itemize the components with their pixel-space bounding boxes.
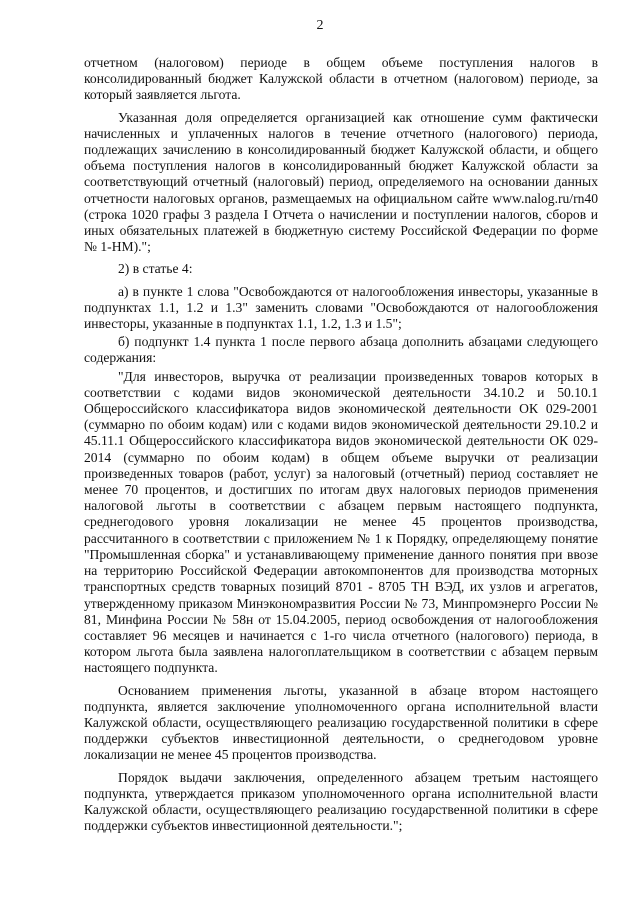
paragraph-item-a: а) в пункте 1 слова "Освобождаются от налогообложения инвесторы, указанные в подпунктах 1.1, 1.2 и 1.3" заменить словами "Освобождаются от налогообложения инвесторы, указанные в подпунктах 1.1, 1.2, 1.3 и 1.5"; [84,283,598,332]
page-number: 2 [316,18,324,33]
paragraph-continuation: отчетном (налоговом) периоде в общем объеме поступления налогов в консолидированный бюджет Калужской области в отчетном (налоговом) периоде, за который заявляется льгота. [84,55,598,103]
paragraph-investors-clause: "Для инвесторов, выручка от реализации произведенных товаров которых в соответствии с кодами видов экономической деятельности 34.10.2 и 50.10.1 Общероссийского классификатора видов экономической деятельности ОК 029-2001 (суммарно по обоим кодам) или с кодами видов экономической деятельности 29.10.2 и 45.11.1 Общероссийского классификатора видов экономической деятельности ОК 029-2014 (суммарно по обоим кодам) в общем объеме выручки от реализации произведенных товаров (работ, услуг) за налоговый (отчетный) период составляет не менее 70 процентов, и достигших по итогам двух налоговых периодов применения налоговой льготы в соответствии с абзацем первым настоящего подпункта, среднегодового уровня локализации не менее 45 процентов производства, рассчитанного в соответствии с приложением № 1 к Порядку, определяющему понятие "Промышленная сборка" и устанавливающему применение данного понятия при ввозе на территорию Российской Федерации автокомпонентов для производства моторных транспортных средств товарных позиций 8701 - 8705 ТН ВЭД, их узлов и агрегатов, утвержденному приказом Минэкономразвития России № 73, Минпромэнерго России № 81, Минфина России № 58н от 15.04.2005, период освобождения от налогообложения составляет 96 месяцев и начинается с 1-го числа отчетного (налогового) периода, в котором льгота была заявлена налогоплательщиком в соответствии с абзацем первым настоящего подпункта. [84,368,598,676]
paragraph-basis-clause: Основанием применения льготы, указанной в абзаце втором настоящего подпункта, является заключение уполномоченного органа исполнительной власти Калужской области, осуществляющего реализацию государственной политики в сфере поддержки субъектов инвестиционной деятельности, о среднегодовом уровне локализации не менее 45 процентов производства. [84,682,598,763]
paragraph-share-definition: Указанная доля определяется организацией как отношение сумм фактически начисленных и уплаченных налогов в течение отчетного (налогового) периода, подлежащих зачислению в консолидированный бюджет Калужской области, и общего объема поступления налогов в консолидированный бюджет Калужской области за соответствующий отчетный (налоговый) период, определяемого на основании данных отчетности налоговых органов, размещаемых на официальном сайте www.nalog.ru/rn40 (строка 1020 графы 3 раздела I Отчета о начислении и поступлении налогов, сборов и иных обязательных платежей в бюджетную систему Российской Федерации по форме № 1-НМ)."; [84,109,598,255]
paragraph-article-4-heading: 2) в статье 4: [118,261,193,277]
document-body [84,55,598,836]
paragraph-item-b: б) подпункт 1.4 пункта 1 после первого абзаца дополнить абзацами следующего содержания: [84,334,598,366]
paragraph-procedure-clause: Порядок выдачи заключения, определенного абзацем третьим настоящего подпункта, утверждается приказом уполномоченного органа исполнительной власти Калужской области, осуществляющего реализацию государственной политики в сфере поддержки субъектов инвестиционной деятельности."; [84,769,598,834]
